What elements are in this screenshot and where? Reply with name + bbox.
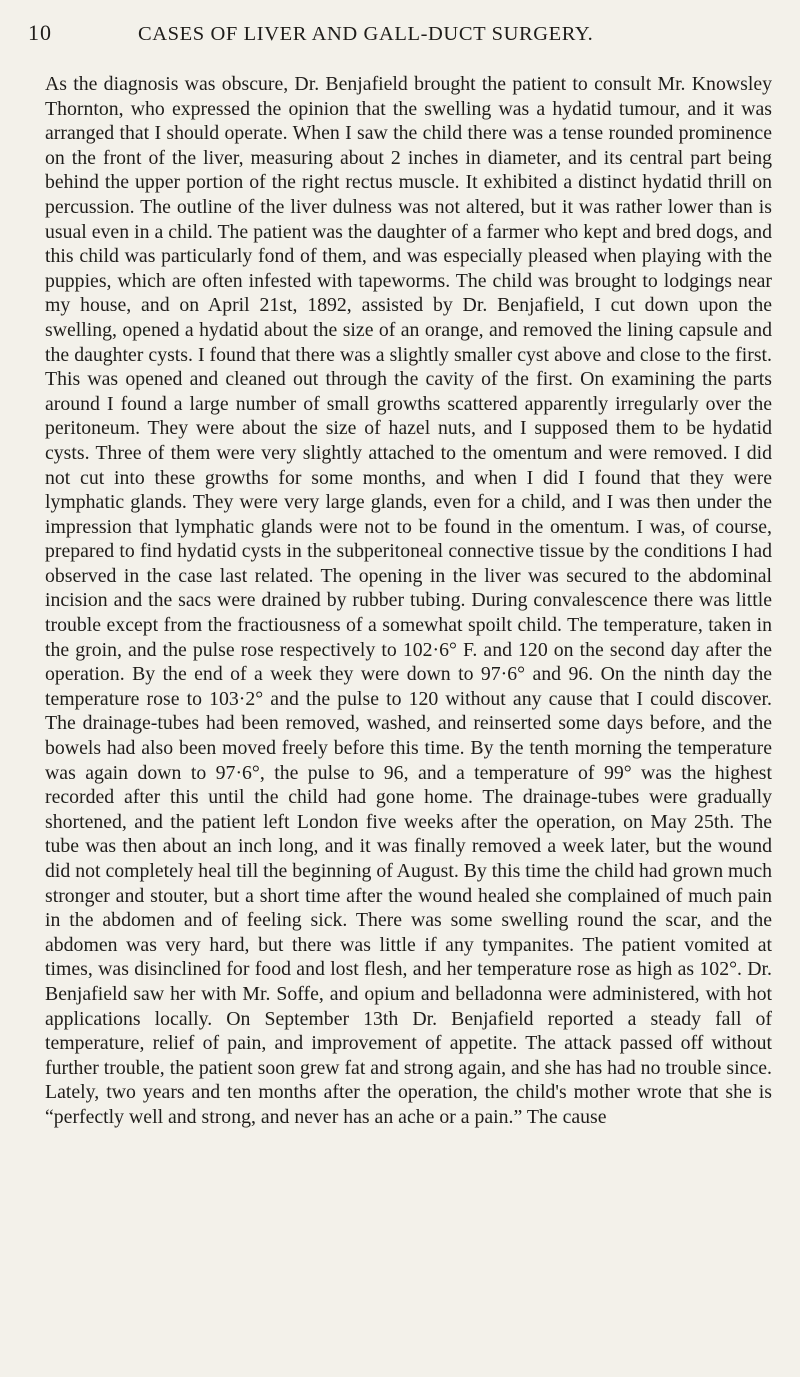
body-paragraph: As the diagnosis was obscure, Dr. Benjafield brought the patient to consult Mr. Knowsley Thornton, who expressed the opinion that the swelling was a hydatid tumour, and it was arranged that I should operate. When I saw the child there was a tense rounded prominence on the front of the liver, measuring about 2 inches in diameter, and its central part being behind the upper portion of the right rectus muscle. It exhibited a distinct hydatid thrill on percussion. The outline of the liver dulness was not altered, but it was rather lower than is usual even in a child. The patient was the daughter of a farmer who kept and bred dogs, and this child was particularly fond of them, and was especially pleased when playing with the puppies, which are often infested with tapeworms. The child was brought to lodgings near my house, and on April 21st, 1892, assisted by Dr. Benjafield, I cut down upon the swelling, opened a hydatid about the size of an orange, and removed the lining capsule and the daughter cysts. I found that there was a slightly smaller cyst above and close to the first. This was opened and cleaned out through the cavity of the first. On examining the parts around I found a large number of small growths scattered apparently irregularly over the peritoneum. They were about the size of hazel nuts, and I supposed them to be hydatid cysts. Three of them were very slightly attached to the omentum and were removed. I did not cut into these growths for some months, and when I did I found that they were lymphatic glands. They were very large glands, even for a child, and I was then under the impression that lymphatic glands were not to be found in the omentum. I was, of course, prepared to find hydatid cysts in the subperitoneal connective tissue by the conditions I had observed in the case last related. The opening in the liver was secured to the abdominal incision and the sacs were drained by rubber tubing. During convalescence there was little trouble except from the fractiousness of a somewhat spoilt child. The temperature, taken in the groin, and the pulse rose respectively to 102·6° F. and 120 on the second day after the operation. By the end of a week they were down to 97·6° and 96. On the ninth day the temperature rose to 103·2° and the pulse to 120 without any cause that I could discover. The drainage-tubes had been removed, washed, and reinserted some days before, and the bowels had also been moved freely before this time. By the tenth morning the temperature was again down to 97·6°, the pulse to 96, and a temperature of 99° was the highest recorded after this until the child had gone home. The drainage-tubes were gradually shortened, and the patient left London five weeks after the operation, on May 25th. The tube was then about an inch long, and it was finally removed a week later, but the wound did not completely heal till the beginning of August. By this time the child had grown much stronger and stouter, but a short time after the wound healed she complained of much pain in the abdomen and of feeling sick. There was some swelling round the scar, and the abdomen was very hard, but there was little if any tympanites. The patient vomited at times, was disinclined for food and lost flesh, and her temperature rose as high as 102°. Dr. Benjafield saw her with Mr. Soffe, and opium and belladonna were administered, with hot applications locally. On September 13th Dr. Benjafield reported a steady fall of temperature, relief of pain, and improvement of appetite. The attack passed off without further trouble, the patient soon grew fat and strong again, and she has had no trouble since. Lately, two years and ten months after the operation, the child's mother wrote that she is “perfectly well and strong, and never has an ache or a pain.” The cause xyxy=(45,73,772,1128)
running-head: CASES OF LIVER AND GALL-DUCT SURGERY. xyxy=(138,23,594,45)
page-number: 10 xyxy=(28,20,52,45)
